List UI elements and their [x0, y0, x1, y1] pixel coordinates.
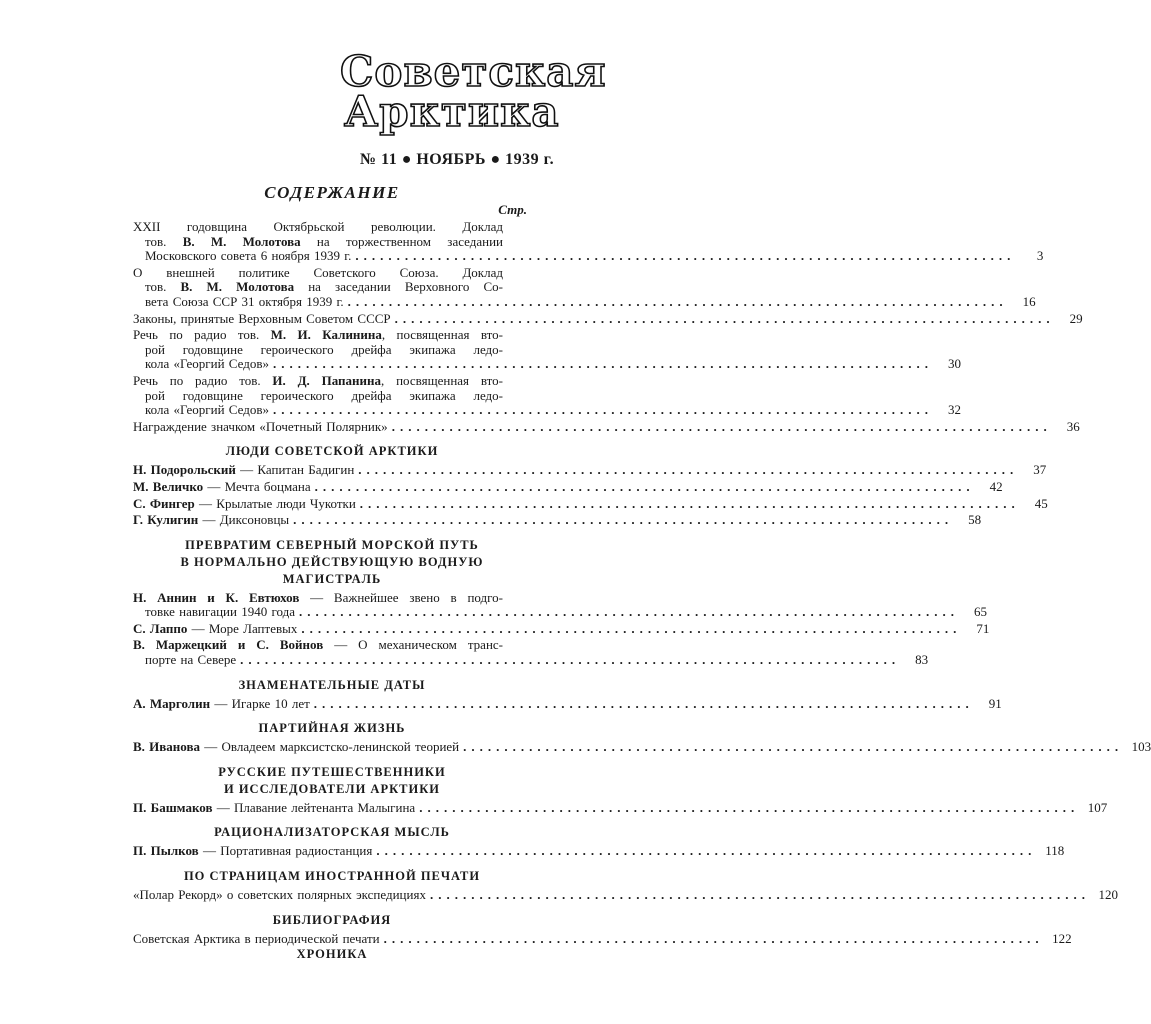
entry-text-segment: XXII годовщина Октябрьской революции. Доклад: [133, 219, 503, 234]
toc-entry-text: [133, 697, 310, 712]
author-name: П. Пылков: [133, 843, 199, 859]
entry-text-segment: — Крылатые люди Чукотки: [194, 495, 356, 511]
toc-entry[interactable]: [133, 739, 1151, 755]
toc-entry-line: [133, 462, 1047, 478]
section-heading-line: БИБЛИОГРАФИЯ: [272, 912, 392, 927]
toc-entry-text: [145, 280, 531, 295]
toc-entry-line: [133, 266, 531, 281]
page-number: 42: [989, 478, 1003, 494]
logo-title-line1: Советская: [340, 47, 607, 96]
entry-text-segment: Речь по радио тов.: [133, 372, 273, 388]
author-name: В. Маржецкий и С. Войнов: [133, 637, 324, 653]
toc-entry[interactable]: [133, 462, 1047, 478]
dot-leader: ................................................................................: [272, 402, 933, 418]
toc-entry[interactable]: [133, 695, 1002, 712]
dot-leader: ................................................................................: [376, 843, 1037, 859]
section-heading: [133, 537, 531, 588]
page-number: 120: [1098, 887, 1118, 903]
entry-text-segment: вета Союза ССР 31 октября 1939 г.: [145, 293, 344, 309]
toc-entry-line: [133, 248, 1044, 264]
entry-text-segment: на торжественном заседании: [300, 233, 503, 249]
author-name: И. Д. Папанина: [272, 372, 382, 388]
page-number: 65: [973, 604, 987, 620]
toc-entry-text: [145, 653, 236, 668]
toc-entry-line: [133, 799, 1108, 816]
toc-entry-text: [145, 389, 531, 404]
section-heading-line: И ИССЛЕДОВАТЕЛИ АРКТИКИ: [223, 781, 440, 796]
dot-leader: ................................................................................: [355, 248, 1016, 264]
section-heading-line: ЛЮДИ СОВЕТСКОЙ АРКТИКИ: [225, 444, 439, 459]
page-number: 58: [968, 512, 982, 528]
entry-text-segment: рой годовщине героического дрейфа экипажа ледо-: [145, 341, 503, 357]
entry-text-segment: кола «Георгий Седов»: [145, 402, 269, 418]
entry-text-segment: — Мечта боцмана: [203, 478, 311, 494]
toc-entry-text: [133, 591, 531, 606]
entry-text-segment: — Капитан Бадигин: [235, 462, 355, 478]
author-name: П. Башмаков: [133, 799, 213, 815]
toc-body: [133, 219, 1151, 946]
author-name: Г. Кулигин: [133, 512, 199, 528]
page-number: 16: [1022, 293, 1036, 309]
toc-entry-text: [133, 420, 388, 435]
issue-info: № 11 ● НОЯБРЬ ● 1939 г.: [360, 151, 555, 168]
section-heading-chronicle: ХРОНИКА: [296, 947, 368, 962]
section-heading-line: ЗНАМЕНАТЕЛЬНЫЕ ДАТЫ: [238, 677, 426, 692]
toc-entry-line: [133, 638, 531, 653]
page-number: 107: [1087, 799, 1108, 815]
entry-text-segment: тов.: [145, 279, 181, 295]
entry-text-segment: — Игарке 10 лет: [210, 695, 310, 711]
dot-leader: ................................................................................: [347, 293, 1008, 309]
author-name: М. И. Калинина: [270, 327, 382, 343]
toc-entry-line: [133, 695, 1002, 712]
toc-entry[interactable]: [133, 930, 1072, 947]
toc-entry[interactable]: [133, 495, 1048, 512]
section-heading: [133, 720, 531, 737]
entry-text-segment: — О механическом транс-: [323, 637, 503, 653]
page-column-label: Стр.: [498, 202, 527, 217]
dot-leader: ................................................................................: [240, 652, 901, 668]
toc-entry-text: [145, 343, 531, 358]
toc-entry-line: [133, 356, 961, 372]
author-name: Н. Аннин и К. Евтюхов: [133, 589, 300, 605]
entry-text-segment: — Диксоновцы: [198, 512, 290, 528]
toc-entry[interactable]: [133, 887, 1118, 903]
author-name: В. Иванова: [133, 739, 200, 755]
entry-text-segment: на заседании Верховного Со-: [294, 279, 504, 295]
toc-entry-text: [133, 801, 415, 816]
dot-leader: ................................................................................: [394, 310, 1055, 326]
toc-entry[interactable]: [133, 637, 929, 668]
toc-entry[interactable]: [133, 589, 987, 620]
toc-entry-text: [133, 328, 531, 343]
toc-entry-line: [133, 328, 531, 343]
page-number: 29: [1069, 310, 1083, 326]
toc-entry-line: [133, 220, 531, 235]
toc-entry-line: [133, 478, 1003, 495]
entry-text-segment: Московского совета 6 ноября 1939 г.: [145, 248, 352, 264]
section-heading-line: РУССКИЕ ПУТЕШЕСТВЕННИКИ: [218, 764, 446, 779]
author-name: Н. Подорольский: [133, 462, 236, 478]
toc-entry[interactable]: [133, 310, 1083, 327]
entry-text-segment: кола «Георгий Седов»: [145, 356, 269, 372]
page-number: 83: [915, 652, 929, 668]
toc-entry-text: [145, 605, 295, 620]
section-heading: [133, 824, 531, 841]
section-heading: [133, 443, 531, 460]
author-name: М. Величко: [133, 478, 204, 494]
dot-leader: ................................................................................: [298, 604, 959, 620]
page-number: 3: [1036, 248, 1044, 264]
toc-entry-text: [145, 295, 344, 310]
toc-entry-line: [133, 293, 1036, 310]
entry-text-segment: товке навигации 1940 года: [145, 604, 295, 620]
dot-leader: ................................................................................: [391, 418, 1052, 434]
entry-text-segment: О внешней политике Советского Союза. Доклад: [133, 264, 503, 280]
author-name: С. Фингер: [133, 495, 195, 511]
toc-entry[interactable]: [133, 843, 1065, 859]
toc-title: СОДЕРЖАНИЕ: [264, 183, 400, 202]
dot-leader: ................................................................................: [359, 495, 1020, 511]
toc-entry[interactable]: [133, 512, 982, 528]
page-number: 103: [1131, 739, 1151, 755]
toc-entry[interactable]: [133, 372, 961, 418]
toc-entry-text: [133, 374, 531, 389]
page-number: 45: [1034, 495, 1048, 511]
section-heading-line: МАГИСТРАЛЬ: [282, 571, 382, 586]
dot-leader: ................................................................................: [301, 620, 962, 636]
entry-text-segment: — Море Лаптевых: [187, 620, 298, 636]
toc-entry-line: [133, 389, 531, 404]
toc-entry-text: [133, 463, 354, 478]
toc-entry-line: [133, 418, 1080, 435]
page-number: 122: [1052, 930, 1072, 946]
page-number: 71: [976, 620, 990, 636]
dot-leader: ................................................................................: [463, 739, 1124, 755]
entry-text-segment: — Овладеем марксистско-ленинской теорией: [200, 739, 460, 755]
author-name: В. М. Молотова: [182, 233, 301, 249]
entry-text-segment: Речь по радио тов.: [133, 327, 271, 343]
entry-text-segment: Советская Арктика в периодической печати: [133, 930, 380, 946]
logo-title-line2: Арктика: [344, 87, 560, 136]
author-name: В. М. Молотова: [180, 279, 295, 295]
dot-leader: ................................................................................: [272, 356, 933, 372]
toc-entry-line: [133, 930, 1072, 947]
page-number: 32: [947, 402, 961, 418]
entry-text-segment: — Портативная радиостанция: [198, 843, 373, 859]
toc-entry-text: [133, 480, 311, 495]
toc-entry-text: [133, 844, 372, 859]
section-heading-line: В НОРМАЛЬНО ДЕЙСТВУЮЩУЮ ВОДНУЮ: [180, 554, 484, 569]
toc-entry-line: [133, 887, 1118, 903]
toc-entry[interactable]: [133, 799, 1108, 816]
section-heading: [133, 764, 531, 798]
author-name: С. Лаппо: [133, 620, 188, 636]
toc-entry-line: [133, 310, 1083, 327]
toc-entry-text: [133, 740, 459, 755]
table-of-contents: [133, 183, 1151, 966]
toc-entry-text: [133, 888, 426, 903]
toc-entry-text: [145, 403, 269, 418]
section-heading-line: ПО СТРАНИЦАМ ИНОСТРАННОЙ ПЕЧАТИ: [183, 869, 481, 884]
toc-entry-text: [133, 220, 531, 235]
entry-text-segment: тов.: [145, 233, 183, 249]
toc-entry[interactable]: [133, 418, 1080, 435]
dot-leader: ................................................................................: [429, 887, 1090, 903]
toc-entry-text: [145, 249, 351, 264]
entry-text-segment: «Полар Рекорд» о советских полярных экспедициях: [133, 887, 426, 903]
toc-entry-line: [133, 843, 1065, 859]
dot-leader: ................................................................................: [358, 462, 1019, 478]
dot-leader: ................................................................................: [293, 512, 954, 528]
section-heading-line: РАЦИОНАЛИЗАТОРСКАЯ МЫСЛЬ: [214, 825, 450, 840]
toc-entry-text: [133, 932, 380, 947]
toc-entry-line: [133, 235, 531, 250]
entry-text-segment: — Плавание лейтенанта Малыгина: [212, 799, 416, 815]
entry-text-segment: — Важнейшее звено в подго-: [299, 589, 503, 605]
section-heading: [133, 868, 531, 885]
entry-text-segment: Награждение значком «Почетный Полярник»: [133, 418, 388, 434]
entry-text-segment: порте на Севере: [145, 652, 237, 668]
dot-leader: ................................................................................: [313, 695, 974, 711]
toc-entry[interactable]: [133, 327, 961, 372]
section-heading-line: ПРЕВРАТИМ СЕВЕРНЫЙ МОРСКОЙ ПУТЬ: [185, 537, 479, 552]
section-heading: [133, 912, 531, 929]
toc-entry[interactable]: [133, 264, 1036, 310]
page-number: 36: [1066, 418, 1080, 434]
toc-entry-line: [133, 280, 531, 295]
toc-entry-line: [133, 604, 987, 620]
entry-text-segment: , посвященная вто-: [381, 372, 503, 388]
toc-entry-text: [133, 622, 297, 637]
toc-entry[interactable]: [133, 219, 1044, 264]
toc-entry[interactable]: [133, 478, 1003, 495]
toc-entry-text: [133, 312, 391, 327]
page-number: 118: [1045, 843, 1065, 859]
toc-entry-line: [133, 591, 531, 606]
toc-entry-line: [133, 512, 982, 528]
entry-text-segment: , посвященная вто-: [381, 327, 503, 343]
toc-entry-line: [133, 739, 1151, 755]
author-name: А. Марголин: [133, 695, 211, 711]
toc-entry-line: [133, 374, 531, 389]
entry-text-segment: Законы, принятые Верховным Советом СССР: [133, 310, 391, 326]
toc-entry-line: [133, 343, 531, 358]
toc-entry-text: [133, 513, 289, 528]
toc-entry-text: [145, 357, 269, 372]
dot-leader: ................................................................................: [419, 799, 1080, 815]
dot-leader: ................................................................................: [314, 478, 975, 494]
toc-entry-text: [133, 266, 531, 281]
page-number: 91: [988, 695, 1002, 711]
magazine-logo: [340, 47, 607, 136]
toc-entry-text: [145, 235, 531, 250]
toc-entry-line: [133, 495, 1048, 512]
toc-entry-line: [133, 620, 990, 637]
dot-leader: ................................................................................: [383, 930, 1044, 946]
page-number: 30: [947, 356, 961, 372]
toc-entry[interactable]: [133, 620, 990, 637]
toc-entry-line: [133, 652, 929, 668]
page-number: 37: [1033, 462, 1047, 478]
toc-entry-text: [133, 638, 531, 653]
toc-entry-text: [133, 497, 356, 512]
entry-text-segment: рой годовщине героического дрейфа экипажа ледо-: [145, 387, 503, 403]
toc-entry-line: [133, 402, 961, 418]
section-heading: [133, 677, 531, 694]
section-heading-line: ПАРТИЙНАЯ ЖИЗНЬ: [258, 721, 406, 736]
